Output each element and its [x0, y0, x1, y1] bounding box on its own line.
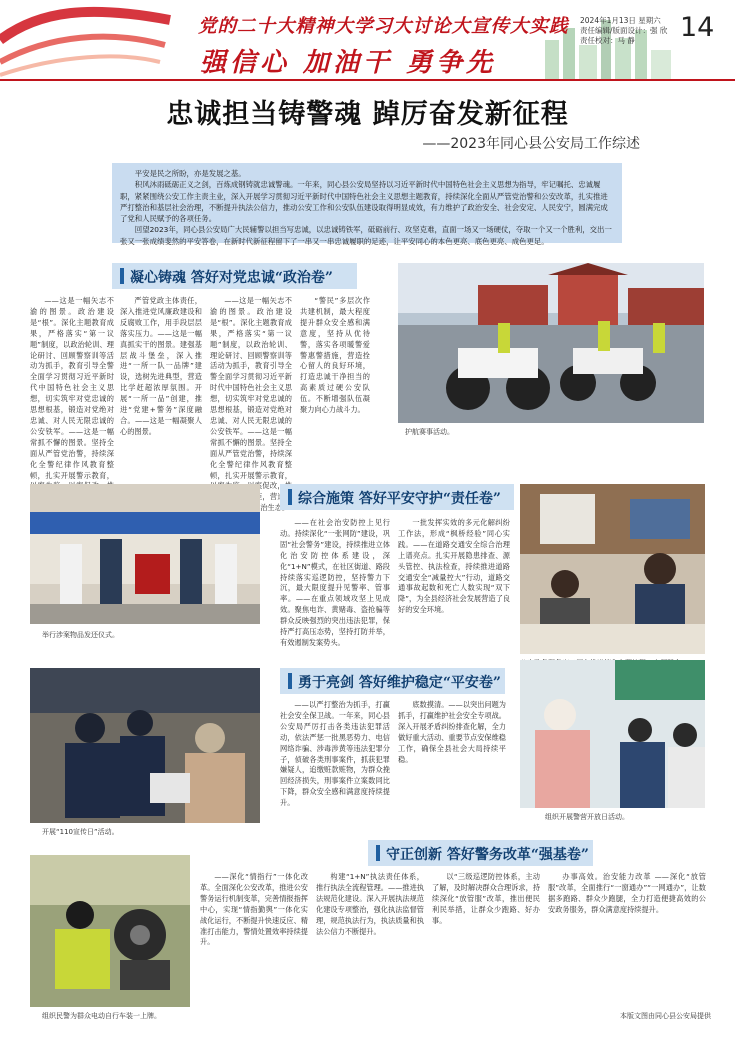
red-flourish-icon — [0, 0, 170, 82]
photo-caption: 举行涉案物品发还仪式。 — [42, 631, 119, 639]
motorcycle-patrol-image — [398, 263, 704, 423]
masthead-rule — [0, 79, 735, 81]
s4-column-1: ——深化“情指行”一体化改革。全面深化公安改革，推进公安警务运行机制变革，完善情报指挥中心，实现“情指勤舆”一体化实战化运行，不断提升快速反应、精准打击能力，警情处置效率持续提升。 — [200, 872, 308, 947]
article-headline: 忠诚担当铸警魂 踔厉奋发新征程 — [166, 99, 569, 130]
photo-open-day — [520, 660, 705, 808]
slogan-main: 强信心 加油干 勇争先 — [200, 48, 497, 78]
section-title-text: 凝心铸魂 答好对党忠诚“政治卷” — [130, 270, 333, 286]
s1-column-3: ——这是一幅矢志不渝的图景。政治建设是“根”。深化主题教育成果，严格落实“第一议题”制度，以政治轮训、理论研讨、回顾警察训等活动为抓手，教育引导全警全面学习贯彻习近平新时代中国特色社会主义思想，切实筑牢对党忠诚的思想根基，锻造对党绝对忠诚、对人民无限忠诚的公安铁军。——这是一幅常抓不懈的图景。坚持全面从严管党治警，持续深化全警纪律作风教育整顿，扎实开展警示教育， 案促改 矩，营 警营政治生态。 — [210, 296, 292, 513]
s2-column-1: ——在社会治安防控上见行动。持续深化“一张网防”建设，巩固“社会警务”建设，持续推进立体化治安防控体系建设，深化“1+N”模式，在社区街道、路段持续落实巡逻防控，坚持警力下沉，最大限度提升见警率、管事率。——在重点领域攻坚上见成效。聚焦电诈、黄赌毒、盗抢骗等群众反映强烈的突出违法犯罪，保持严打高压态势，坚持打防并举，有效遏制发案势头。 — [280, 518, 390, 647]
credit-note: 本版文图由同心县公安局提供 — [620, 1012, 711, 1020]
photo-property-return — [30, 484, 260, 624]
s3-column-2: 底数摸清。——以突出问题为抓手，打赢维护社会安全专项战。深入开展矛盾纠纷排查化解，全力做好重大活动、重要节点安保维稳工作，确保全县社会大局持续平稳。 — [398, 700, 506, 764]
section-bar-icon — [288, 673, 292, 689]
issue-date: 2024年1月13日 星期六 — [580, 16, 661, 25]
masthead — [0, 0, 735, 82]
section-title-safety — [280, 484, 514, 510]
s2-column-2: 一批发挥实效的多元化解纠纷工作法，形成“枫桥经验”同心实践。——在道路交通安全综合治理上谱亮点。扎实开展隐患排查、源头管控、执法检查，持续推进道路交通安全“减量控大”行动，道路交通事故起数和死亡人数实现“双下降”，为全县经济社会发展营造了良好的安全环境。 — [398, 518, 510, 615]
lead-paragraph: 平安是民之所盼，亦是发展之基。 — [134, 169, 246, 178]
s4-column-3: 以“三级巡逻防控体系，主动了解，及时解决群众合理诉求，持续深化“放管服”改革，推出便民利民举措，让群众少跑路、好办事。 — [432, 872, 540, 925]
photo-110-day — [30, 668, 260, 823]
slogan-top: 党的二十大精神大学习大讨论大宣传大实践 — [198, 16, 569, 37]
lead-box — [112, 163, 622, 246]
service-window-image — [520, 484, 705, 654]
photo-caption: 护航赛事活动。 — [405, 428, 454, 436]
lead-paragraph: 积风沐雨砥砺正义之剑，百炼成钢铸就忠诚警魂。一年来，同心县公安局坚持以习近平新时代中国特色社会主义思想为指导，牢记嘱托、忠诚履职，紧紧围绕公安工作主责主业，深入开展学习贯彻习近平新时代中国特色社会主义思想主题教育，持续深化全面从严管党治警和公安改革，扎实推进严打整治和基层社会治理，不断提升执法公信力，推动公安工作和公安队伍建设取得明显成效，有力维护了政治安全、社会安定、人民安宁，圆满完成了党和人民赋予的各项任务。 — [120, 180, 608, 224]
s4-column-2: 构建“1+N”执法责任体系，推行执法全流程管理。——推进执法规范化建设。深入开展执法规范化建设专项整治，强化执法监督管理，规范执法行为，执法质量和执法公信力不断提升。 — [316, 872, 424, 936]
section-bar-icon — [120, 268, 124, 284]
photo-caption: 开展“110宣传日”活动。 — [42, 828, 119, 836]
photo-caption: 组织开展警营开放日活动。 — [545, 813, 629, 821]
s1-column-1: ——这是一幅矢志不渝的图景。政治建设是“根”。深化主题教育成果，严格落实“第一议题”制度，以政治轮训、理论研讨、回顾警察训等活动为抓手，教育引导全警全面学习贯彻习近平新时代中国特色社会主义思想，切实筑牢对党忠诚的思想根基，锻造对党绝对忠诚、对人民无限忠诚的公安铁军。——这是一幅常抓不懈的图景。坚持全面从严管党治警，持续深化全警纪律作风教育整顿，扎实开展警示教育， — [30, 296, 114, 480]
section-bar-icon — [376, 845, 380, 861]
ceremony-image — [30, 484, 260, 624]
s1-column-4: “警民”多层次作共建机制，最大程度提升群众安全感和满意度，坚持从优待警，落实各项暖警爱警惠警措施，营造拴心留人的良好环境，打造忠诚干净担当的高素质过硬公安队伍。不断增强队伍凝聚力向心力战斗力。 — [300, 296, 370, 415]
ebike-plating-image — [30, 855, 190, 1007]
s1-column-2: 严管党政主体责任，深入推进党风廉政建设和反腐败工作，用手段层层落实压力。——这是一幅真抓实干的图景。建强基层战斗堡垒，深入推进“一所一队一品牌”建设，选树先进典型，营造比学赶超浓厚氛围。开展“一所一品”创建，推进“党建+警务”深度融合。——这是一幅凝聚人心的图景。 — [120, 296, 202, 436]
publicity-day-image — [30, 668, 260, 823]
s4-column-4: 办事高效。治安能力改革 ——深化“放管服”改革，全面推行“一窗通办”“一网通办”，让数据多跑路、群众少跑腿，全力打造便捷高效的公安政务服务，群众满意度持续提升。 — [548, 872, 706, 914]
photo-service-window — [520, 484, 705, 654]
section-title-text: 守正创新 答好警务改革“强基卷” — [386, 847, 589, 863]
s3-column-1: ——以严打整治为抓手，打赢社会安全保卫战。一年来，同心县公安局严厉打击各类违法犯罪活动，依法严惩一批黑恶势力、电信网络诈骗、涉毒涉黄等违法犯罪分子，侦破各类刑事案件，抓获犯罪嫌疑人，追缴赃款赃物，为群众挽回经济损失，刑事案件立案数同比下降，群众安全感和满意度持续提升。 — [280, 700, 390, 808]
page-number: 14 — [680, 12, 715, 43]
photo-ebike-plates — [30, 855, 190, 1007]
section-title-political — [112, 263, 357, 289]
editor-credit: 责任编辑/版面设计：强 欣 — [580, 26, 668, 35]
lead-paragraph: 回望2023年，同心县公安局广大民辅警以担当写忠诚，以忠诚铸铁军，砥砺前行、攻坚克难，直面一场又一场硬仗，夺取一个又一个胜利，交出一张又一张成绩斐然的平安答卷，在新时代新征程留下了一串又一串忠诚履职的足迹，让平安同心的本色更亮、底色更亮、成色更足。 — [120, 225, 612, 246]
section-title-text: 综合施策 答好平安守护“责任卷” — [298, 491, 501, 507]
proof-credit: 责任校对：马 静 — [580, 36, 635, 45]
photo-caption: 组织民警为群众电动自行车装一上牌。 — [42, 1012, 161, 1020]
open-day-image — [520, 660, 705, 808]
section-bar-icon — [288, 489, 292, 505]
issue-meta — [580, 16, 667, 46]
article-subhead: ——2023年同心县公安局工作综述 — [422, 136, 640, 152]
photo-escort-event — [398, 263, 704, 423]
section-title-stability — [280, 668, 505, 694]
section-title-reform — [368, 840, 593, 866]
section-title-text: 勇于亮剑 答好维护稳定“平安卷” — [298, 675, 501, 691]
